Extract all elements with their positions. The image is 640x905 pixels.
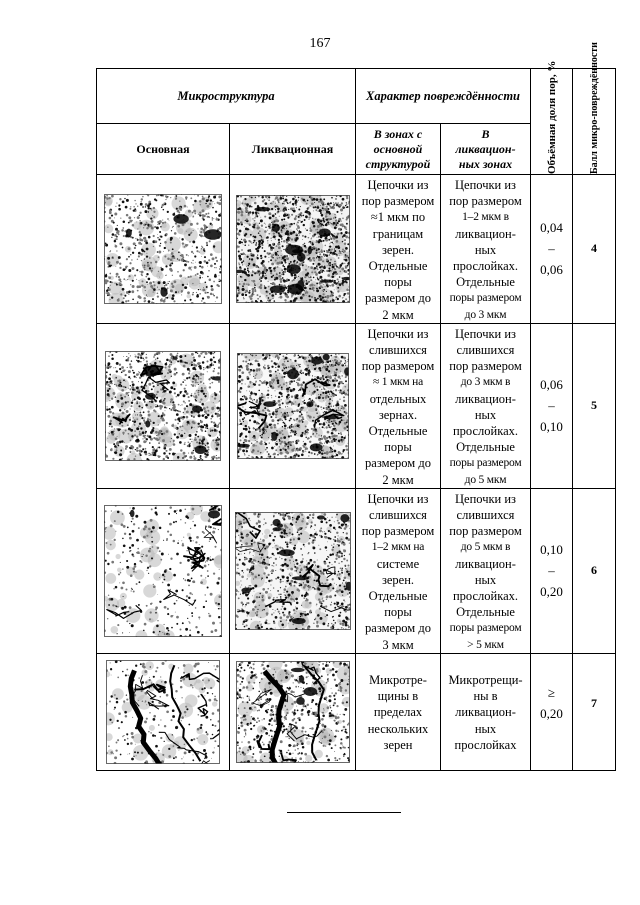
header-segregation: Ликвационная	[230, 124, 356, 175]
damage-segregation-text: Цепочки из пор размером 1–2 мкм в ликвацион- ных прослойках. Отдельные поры размером до 3 мкм	[441, 175, 531, 324]
damage-segregation-text: Цепочки из слившихся пор размером до 5 мкм в ликвацион- ных прослойках. Отдельные поры размером > 5 мкм	[441, 488, 531, 653]
header-zone-basic: В зонах с основной структурой	[356, 124, 441, 175]
micrograph-segregation	[230, 323, 356, 488]
header-microstructure: Микроструктура	[97, 69, 356, 124]
header-damage-character: Характер повреждённости	[356, 69, 531, 124]
volume-fraction: 0,06 – 0,10	[531, 323, 573, 488]
table-row	[97, 175, 616, 324]
header-score: Балл микро-повреждённости	[573, 69, 616, 175]
damage-basic-text: Цепочки из слившихся пор размером 1–2 мкм на системе зерен. Отдельные поры размером до 3 мкм	[356, 488, 441, 653]
damage-segregation-text: Микротрещи- ны в ликвацион- ных прослойках	[441, 653, 531, 770]
header-volume-fraction: Объёмная доля пор, %	[531, 69, 573, 175]
micrograph-basic	[97, 323, 230, 488]
damage-score: 5	[573, 323, 616, 488]
micrograph-basic	[97, 653, 230, 770]
header-zone-segregation: В ликвацион- ных зонах	[441, 124, 531, 175]
damage-basic-text: Цепочки из пор размером ≈1 мкм по границам зерен. Отдельные поры размером до 2 мкм	[356, 175, 441, 324]
table-row	[97, 323, 616, 488]
header-basic: Основная	[97, 124, 230, 175]
footnote-separator	[287, 812, 401, 813]
damage-score: 4	[573, 175, 616, 324]
damage-score: 6	[573, 488, 616, 653]
damage-segregation-text: Цепочки из слившихся пор размером до 3 мкм в ликвацион- ных прослойках. Отдельные поры размером до 5 мкм	[441, 323, 531, 488]
page-number: 167	[309, 36, 331, 51]
damage-score: 7	[573, 653, 616, 770]
micrograph-basic	[97, 488, 230, 653]
volume-fraction: ≥ 0,20	[531, 653, 573, 770]
micrograph-segregation	[230, 653, 356, 770]
damage-basic-text: Микротре- щины в пределах нескольких зерен	[356, 653, 441, 770]
volume-fraction: 0,10 – 0,20	[531, 488, 573, 653]
micrograph-basic	[97, 175, 230, 324]
micrograph-segregation	[230, 175, 356, 324]
volume-fraction: 0,04 – 0,06	[531, 175, 573, 324]
damage-basic-text: Цепочки из слившихся пор размером ≈ 1 мкм на отдельных зернах. Отдельные поры размером до 2 мкм	[356, 323, 441, 488]
micrograph-segregation	[230, 488, 356, 653]
table-row	[97, 488, 616, 653]
table-row	[97, 653, 616, 770]
